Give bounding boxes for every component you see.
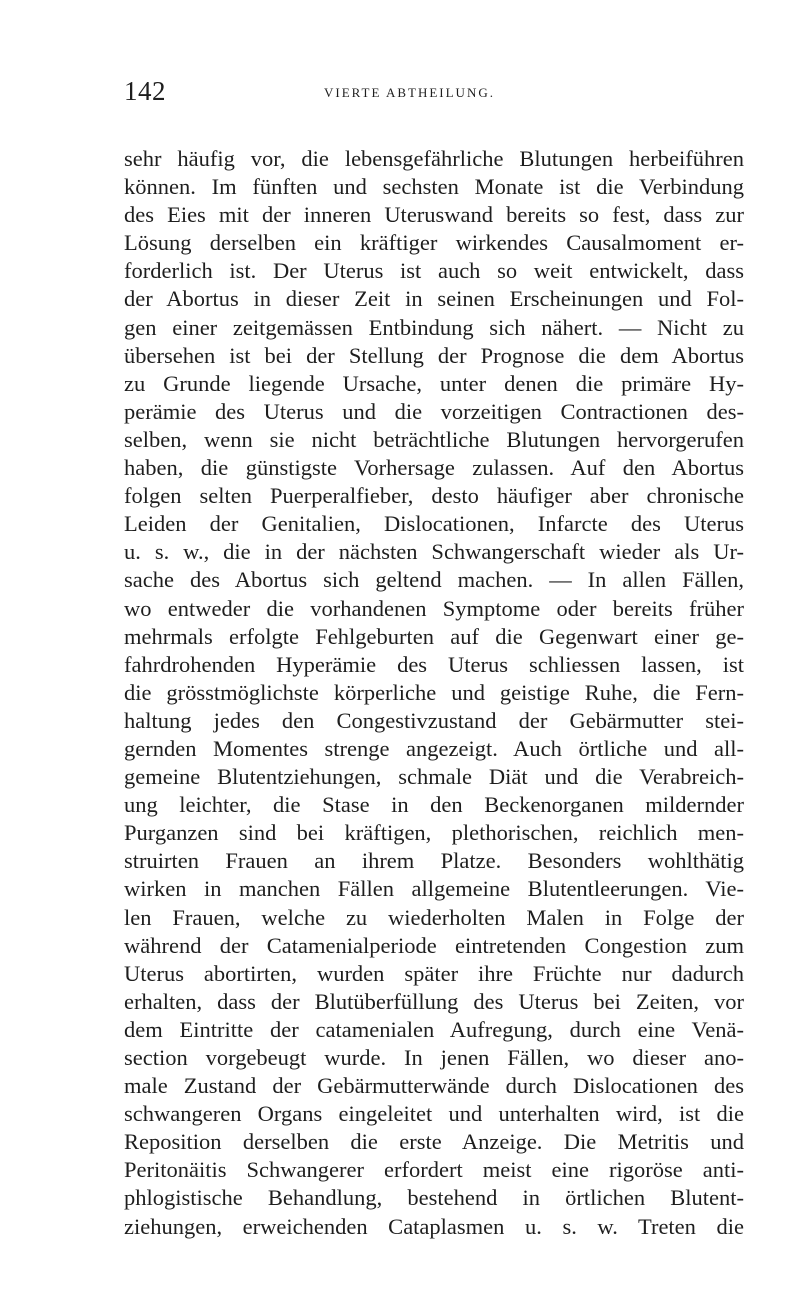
text-line: sehr häufig vor, die lebensgefährliche Blutungen herbeiführen <box>124 146 744 171</box>
text-line: gemeine Blutentziehungen, schmale Diät und die Verabreich- <box>124 764 744 790</box>
text-line: gen einer zeitgemässen Entbindung sich nähert. — Nicht zu <box>124 314 744 340</box>
text-line: perämie des Uterus und die vorzeitigen Contractionen des- <box>124 398 744 424</box>
text-line: haltung jedes den Congestivzustand der Gebärmutter stei- <box>124 707 744 733</box>
text-line: mehrmals erfolgte Fehlgeburten auf die Gegenwart einer ge- <box>124 623 744 649</box>
text-line: der Abortus in dieser Zeit in seinen Erscheinungen und Fol- <box>124 286 744 312</box>
text-line: gernden Momentes strenge angezeigt. Auch örtliche und all- <box>124 735 744 761</box>
text-line: haben, die günstigste Vorhersage zulassen. Auf den Abortus <box>124 455 744 481</box>
text-line: struirten Frauen an ihrem Platze. Besonders wohlthätig <box>124 848 744 874</box>
text-line: Lösung derselben ein kräftiger wirkendes Causalmoment er- <box>124 230 744 256</box>
text-line: wo entweder die vorhandenen Symptome oder bereits früher <box>124 595 744 621</box>
text-line: phlogistische Behandlung, bestehend in örtlichen Blutent- <box>124 1185 744 1211</box>
text-line: Leiden der Genitalien, Dislocationen, Infarcte des Uterus <box>124 511 744 537</box>
text-line: während der Catamenialperiode eintretenden Congestion zum <box>124 932 744 958</box>
text-line: section vorgebeugt wurde. In jenen Fällen, wo dieser ano- <box>124 1045 744 1070</box>
text-line: ziehungen, erweichenden Cataplasmen u. s. w. Treten die <box>124 1213 744 1239</box>
running-title: VIERTE ABTHEILUNG. <box>324 85 495 100</box>
text-line: selben, wenn sie nicht beträchtliche Blutungen hervorgerufen <box>124 426 744 452</box>
text-line: zu Grunde liegende Ursache, unter denen die primäre Hy- <box>124 370 744 396</box>
text-line: fahrdrohenden Hyperämie des Uterus schliessen lassen, ist <box>124 651 744 677</box>
text-line: len Frauen, welche zu wiederholten Malen in Folge der <box>124 904 744 930</box>
text-line: ung leichter, die Stase in den Beckenorganen mildernder <box>124 792 744 818</box>
text-line: übersehen ist bei der Stellung der Prognose die dem Abortus <box>124 342 744 368</box>
text-line: die grösstmöglichste körperliche und geistige Ruhe, die Fern- <box>124 679 744 705</box>
text-line: forderlich ist. Der Uterus ist auch so weit entwickelt, dass <box>124 258 744 284</box>
text-line: Uterus abortirten, wurden später ihre Früchte nur dadurch <box>124 960 744 986</box>
text-line: Reposition derselben die erste Anzeige. Die Metritis und <box>124 1129 744 1155</box>
text-line: Purganzen sind bei kräftigen, plethorischen, reichlich men- <box>124 820 744 846</box>
text-line: des Eies mit der inneren Uteruswand bereits so fest, dass zur <box>124 202 744 228</box>
running-header <box>124 76 744 110</box>
text-line: können. Im fünften und sechsten Monate ist die Verbindung <box>124 174 744 200</box>
text-line: wirken in manchen Fällen allgemeine Blutentleerungen. Vie- <box>124 876 744 902</box>
body-text <box>124 145 744 1241</box>
text-line: sache des Abortus sich geltend machen. — In allen Fällen, <box>124 567 744 593</box>
text-line: erhalten, dass der Blutüberfüllung des Uterus bei Zeiten, vor <box>124 988 744 1014</box>
text-line: male Zustand der Gebärmutterwände durch Dislocationen des <box>124 1073 744 1099</box>
page-number: 142 <box>124 76 166 106</box>
text-line: u. s. w., die in der nächsten Schwangerschaft wieder als Ur- <box>124 539 744 565</box>
text-line: dem Eintritte der catamenialen Aufregung, durch eine Venä- <box>124 1016 744 1042</box>
text-line: schwangeren Organs eingeleitet und unterhalten wird, ist die <box>124 1101 744 1127</box>
text-line: folgen selten Puerperalfieber, desto häufiger aber chronische <box>124 483 744 509</box>
text-line: Peritonäitis Schwangerer erfordert meist eine rigoröse anti- <box>124 1157 744 1183</box>
